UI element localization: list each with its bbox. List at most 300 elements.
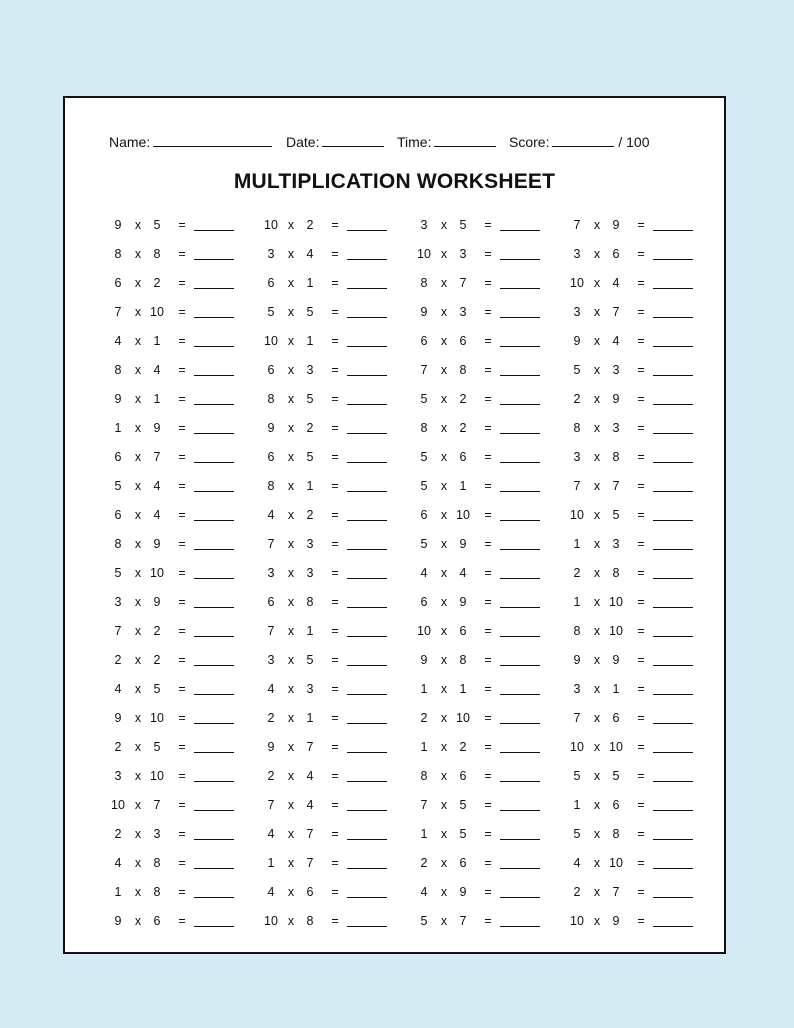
operand-a: 8 [114, 537, 122, 551]
operand-b: 6 [459, 769, 467, 783]
equals-sign: = [178, 827, 186, 841]
answer-blank[interactable] [653, 665, 693, 666]
equals-sign: = [178, 537, 186, 551]
operand-a: 6 [267, 276, 275, 290]
operand-b: 4 [306, 247, 314, 261]
operand-a: 9 [420, 653, 428, 667]
operand-b: 7 [612, 885, 620, 899]
equals-sign: = [484, 508, 492, 522]
answer-blank[interactable] [194, 433, 234, 434]
equals-sign: = [637, 392, 645, 406]
equals-sign: = [484, 334, 492, 348]
answer-blank[interactable] [347, 462, 387, 463]
equals-sign: = [331, 334, 339, 348]
times-sign: x [287, 479, 295, 493]
answer-blank[interactable] [653, 404, 693, 405]
answer-blank[interactable] [347, 897, 387, 898]
operand-a: 3 [573, 682, 581, 696]
answer-blank[interactable] [500, 752, 540, 753]
answer-blank[interactable] [194, 694, 234, 695]
operand-a: 9 [267, 421, 275, 435]
answer-blank[interactable] [194, 404, 234, 405]
answer-blank[interactable] [653, 375, 693, 376]
time-blank[interactable] [434, 134, 496, 147]
answer-blank[interactable] [194, 665, 234, 666]
operand-a: 6 [114, 508, 122, 522]
operand-b: 4 [612, 334, 620, 348]
operand-a: 1 [573, 595, 581, 609]
answer-blank[interactable] [653, 491, 693, 492]
operand-b: 9 [612, 218, 620, 232]
answer-blank[interactable] [347, 317, 387, 318]
answer-blank[interactable] [347, 868, 387, 869]
answer-blank[interactable] [500, 288, 540, 289]
answer-blank[interactable] [500, 520, 540, 521]
operand-a: 5 [420, 392, 428, 406]
times-sign: x [134, 363, 142, 377]
operand-a: 3 [267, 247, 275, 261]
answer-blank[interactable] [194, 868, 234, 869]
equals-sign: = [331, 392, 339, 406]
operand-b: 6 [459, 856, 467, 870]
equals-sign: = [637, 653, 645, 667]
equals-sign: = [637, 624, 645, 638]
answer-blank[interactable] [500, 694, 540, 695]
equals-sign: = [484, 363, 492, 377]
answer-blank[interactable] [500, 549, 540, 550]
answer-blank[interactable] [347, 752, 387, 753]
answer-blank[interactable] [500, 317, 540, 318]
answer-blank[interactable] [194, 636, 234, 637]
operand-b: 6 [612, 247, 620, 261]
answer-blank[interactable] [500, 491, 540, 492]
operand-a: 2 [267, 769, 275, 783]
answer-blank[interactable] [347, 230, 387, 231]
equals-sign: = [178, 305, 186, 319]
equals-sign: = [331, 914, 339, 928]
operand-b: 2 [306, 421, 314, 435]
answer-blank[interactable] [500, 781, 540, 782]
answer-blank[interactable] [500, 926, 540, 927]
times-sign: x [287, 305, 295, 319]
times-sign: x [134, 508, 142, 522]
operand-a: 10 [570, 508, 584, 522]
equals-sign: = [637, 508, 645, 522]
operand-b: 8 [306, 595, 314, 609]
operand-b: 2 [153, 653, 161, 667]
times-sign: x [593, 914, 601, 928]
answer-blank[interactable] [653, 230, 693, 231]
answer-blank[interactable] [653, 520, 693, 521]
operand-a: 1 [420, 682, 428, 696]
answer-blank[interactable] [500, 346, 540, 347]
answer-blank[interactable] [347, 288, 387, 289]
operand-b: 6 [153, 914, 161, 928]
equals-sign: = [331, 218, 339, 232]
operand-b: 10 [456, 711, 470, 725]
equals-sign: = [331, 653, 339, 667]
times-sign: x [440, 334, 448, 348]
operand-b: 1 [306, 711, 314, 725]
operand-a: 9 [573, 334, 581, 348]
operand-a: 7 [573, 479, 581, 493]
answer-blank[interactable] [653, 781, 693, 782]
times-sign: x [134, 740, 142, 754]
operand-b: 9 [612, 653, 620, 667]
answer-blank[interactable] [194, 607, 234, 608]
operand-a: 2 [267, 711, 275, 725]
operand-b: 10 [150, 769, 164, 783]
operand-a: 5 [573, 769, 581, 783]
equals-sign: = [637, 798, 645, 812]
operand-b: 10 [609, 624, 623, 638]
times-sign: x [287, 914, 295, 928]
times-sign: x [593, 798, 601, 812]
answer-blank[interactable] [347, 375, 387, 376]
equals-sign: = [637, 827, 645, 841]
equals-sign: = [484, 566, 492, 580]
operand-b: 10 [609, 740, 623, 754]
times-sign: x [134, 769, 142, 783]
answer-blank[interactable] [653, 868, 693, 869]
equals-sign: = [484, 218, 492, 232]
operand-a: 5 [420, 537, 428, 551]
operand-b: 8 [612, 566, 620, 580]
operand-a: 3 [114, 595, 122, 609]
operand-b: 10 [150, 566, 164, 580]
operand-b: 3 [612, 537, 620, 551]
operand-a: 10 [264, 914, 278, 928]
operand-a: 10 [264, 334, 278, 348]
times-sign: x [440, 392, 448, 406]
operand-a: 5 [114, 566, 122, 580]
equals-sign: = [178, 566, 186, 580]
answer-blank[interactable] [347, 491, 387, 492]
operand-b: 1 [612, 682, 620, 696]
answer-blank[interactable] [347, 346, 387, 347]
operand-a: 1 [420, 827, 428, 841]
operand-b: 6 [612, 798, 620, 812]
operand-b: 8 [612, 827, 620, 841]
times-sign: x [287, 827, 295, 841]
operand-a: 8 [420, 769, 428, 783]
times-sign: x [287, 566, 295, 580]
score-total: / 100 [618, 134, 650, 150]
answer-blank[interactable] [194, 897, 234, 898]
times-sign: x [440, 624, 448, 638]
times-sign: x [440, 798, 448, 812]
answer-blank[interactable] [653, 723, 693, 724]
times-sign: x [593, 740, 601, 754]
answer-blank[interactable] [194, 723, 234, 724]
equals-sign: = [331, 798, 339, 812]
operand-b: 2 [459, 740, 467, 754]
equals-sign: = [331, 856, 339, 870]
operand-a: 8 [420, 421, 428, 435]
operand-a: 9 [267, 740, 275, 754]
answer-blank[interactable] [500, 230, 540, 231]
operand-a: 4 [420, 885, 428, 899]
worksheet-page [63, 96, 726, 954]
answer-blank[interactable] [194, 317, 234, 318]
answer-blank[interactable] [500, 607, 540, 608]
equals-sign: = [331, 769, 339, 783]
answer-blank[interactable] [347, 636, 387, 637]
answer-blank[interactable] [347, 665, 387, 666]
operand-b: 9 [153, 537, 161, 551]
operand-b: 3 [459, 247, 467, 261]
answer-blank[interactable] [194, 752, 234, 753]
answer-blank[interactable] [194, 346, 234, 347]
answer-blank[interactable] [347, 578, 387, 579]
answer-blank[interactable] [500, 462, 540, 463]
answer-blank[interactable] [194, 549, 234, 550]
times-sign: x [593, 508, 601, 522]
operand-a: 5 [420, 479, 428, 493]
operand-b: 5 [612, 769, 620, 783]
answer-blank[interactable] [194, 230, 234, 231]
operand-b: 5 [306, 450, 314, 464]
operand-a: 3 [573, 450, 581, 464]
operand-b: 8 [459, 363, 467, 377]
times-sign: x [134, 305, 142, 319]
times-sign: x [440, 276, 448, 290]
times-sign: x [287, 363, 295, 377]
answer-blank[interactable] [653, 926, 693, 927]
equals-sign: = [484, 305, 492, 319]
answer-blank[interactable] [500, 404, 540, 405]
answer-blank[interactable] [653, 810, 693, 811]
answer-blank[interactable] [500, 723, 540, 724]
operand-b: 4 [612, 276, 620, 290]
operand-b: 2 [153, 276, 161, 290]
name-blank[interactable] [153, 134, 272, 147]
operand-b: 2 [306, 508, 314, 522]
page-title: MULTIPLICATION WORKSHEET [233, 170, 556, 193]
equals-sign: = [484, 711, 492, 725]
operand-b: 1 [153, 334, 161, 348]
times-sign: x [440, 827, 448, 841]
answer-blank[interactable] [653, 694, 693, 695]
answer-blank[interactable] [194, 810, 234, 811]
answer-blank[interactable] [347, 839, 387, 840]
answer-blank[interactable] [500, 810, 540, 811]
name-field[interactable] [109, 134, 272, 150]
operand-a: 4 [114, 334, 122, 348]
operand-a: 7 [267, 798, 275, 812]
times-sign: x [440, 450, 448, 464]
times-sign: x [593, 769, 601, 783]
answer-blank[interactable] [653, 288, 693, 289]
answer-blank[interactable] [500, 578, 540, 579]
operand-a: 7 [573, 218, 581, 232]
operand-a: 9 [420, 305, 428, 319]
times-sign: x [440, 247, 448, 261]
answer-blank[interactable] [194, 491, 234, 492]
equals-sign: = [178, 595, 186, 609]
equals-sign: = [331, 276, 339, 290]
equals-sign: = [331, 885, 339, 899]
time-field[interactable] [397, 134, 496, 150]
answer-blank[interactable] [347, 404, 387, 405]
answer-blank[interactable] [347, 520, 387, 521]
equals-sign: = [178, 624, 186, 638]
answer-blank[interactable] [653, 317, 693, 318]
equals-sign: = [331, 363, 339, 377]
operand-b: 5 [306, 392, 314, 406]
answer-blank[interactable] [194, 578, 234, 579]
operand-a: 3 [114, 769, 122, 783]
equals-sign: = [178, 247, 186, 261]
operand-b: 7 [306, 740, 314, 754]
answer-blank[interactable] [500, 375, 540, 376]
operand-b: 6 [459, 624, 467, 638]
equals-sign: = [178, 711, 186, 725]
equals-sign: = [484, 740, 492, 754]
times-sign: x [287, 682, 295, 696]
operand-b: 5 [459, 798, 467, 812]
operand-b: 5 [459, 218, 467, 232]
equals-sign: = [178, 392, 186, 406]
operand-b: 4 [153, 363, 161, 377]
answer-blank[interactable] [653, 549, 693, 550]
operand-a: 4 [267, 827, 275, 841]
answer-blank[interactable] [653, 346, 693, 347]
answer-blank[interactable] [500, 839, 540, 840]
answer-blank[interactable] [347, 607, 387, 608]
answer-blank[interactable] [500, 665, 540, 666]
answer-blank[interactable] [194, 462, 234, 463]
answer-blank[interactable] [500, 897, 540, 898]
answer-blank[interactable] [347, 549, 387, 550]
answer-blank[interactable] [653, 259, 693, 260]
answer-blank[interactable] [347, 810, 387, 811]
times-sign: x [593, 856, 601, 870]
times-sign: x [287, 218, 295, 232]
times-sign: x [593, 247, 601, 261]
answer-blank[interactable] [194, 375, 234, 376]
times-sign: x [440, 682, 448, 696]
answer-blank[interactable] [500, 868, 540, 869]
answer-blank[interactable] [653, 433, 693, 434]
times-sign: x [593, 334, 601, 348]
operand-a: 9 [114, 218, 122, 232]
times-sign: x [440, 421, 448, 435]
equals-sign: = [331, 247, 339, 261]
times-sign: x [593, 479, 601, 493]
equals-sign: = [178, 682, 186, 696]
answer-blank[interactable] [653, 839, 693, 840]
answer-blank[interactable] [194, 520, 234, 521]
equals-sign: = [484, 276, 492, 290]
equals-sign: = [178, 769, 186, 783]
times-sign: x [440, 363, 448, 377]
operand-b: 10 [150, 711, 164, 725]
answer-blank[interactable] [347, 781, 387, 782]
equals-sign: = [484, 537, 492, 551]
answer-blank[interactable] [194, 926, 234, 927]
answer-blank[interactable] [653, 897, 693, 898]
answer-blank[interactable] [653, 578, 693, 579]
answer-blank[interactable] [347, 926, 387, 927]
date-blank[interactable] [322, 134, 384, 147]
operand-b: 9 [612, 392, 620, 406]
answer-blank[interactable] [347, 694, 387, 695]
equals-sign: = [484, 247, 492, 261]
times-sign: x [440, 305, 448, 319]
times-sign: x [287, 508, 295, 522]
times-sign: x [287, 537, 295, 551]
times-sign: x [440, 653, 448, 667]
operand-b: 10 [456, 508, 470, 522]
score-field[interactable] [509, 134, 650, 150]
times-sign: x [134, 856, 142, 870]
score-blank[interactable] [552, 134, 614, 147]
times-sign: x [134, 334, 142, 348]
equals-sign: = [637, 595, 645, 609]
answer-blank[interactable] [194, 288, 234, 289]
operand-a: 7 [573, 711, 581, 725]
operand-a: 1 [420, 740, 428, 754]
answer-blank[interactable] [653, 607, 693, 608]
answer-blank[interactable] [194, 259, 234, 260]
times-sign: x [287, 740, 295, 754]
operand-a: 7 [420, 363, 428, 377]
times-sign: x [134, 653, 142, 667]
operand-a: 6 [267, 363, 275, 377]
operand-b: 3 [306, 682, 314, 696]
date-field[interactable] [286, 134, 384, 150]
times-sign: x [593, 392, 601, 406]
operand-a: 10 [264, 218, 278, 232]
operand-a: 8 [267, 392, 275, 406]
operand-a: 7 [267, 537, 275, 551]
operand-a: 4 [114, 682, 122, 696]
equals-sign: = [178, 479, 186, 493]
answer-blank[interactable] [347, 259, 387, 260]
operand-b: 7 [306, 827, 314, 841]
operand-a: 3 [267, 653, 275, 667]
operand-a: 10 [570, 740, 584, 754]
equals-sign: = [637, 305, 645, 319]
times-sign: x [593, 537, 601, 551]
answer-blank[interactable] [653, 752, 693, 753]
answer-blank[interactable] [194, 839, 234, 840]
equals-sign: = [178, 276, 186, 290]
operand-a: 9 [114, 711, 122, 725]
answer-blank[interactable] [194, 781, 234, 782]
operand-a: 3 [573, 305, 581, 319]
answer-blank[interactable] [653, 636, 693, 637]
operand-a: 2 [420, 856, 428, 870]
answer-blank[interactable] [347, 723, 387, 724]
equals-sign: = [637, 450, 645, 464]
answer-blank[interactable] [500, 433, 540, 434]
operand-a: 8 [420, 276, 428, 290]
operand-a: 5 [573, 827, 581, 841]
operand-a: 5 [573, 363, 581, 377]
answer-blank[interactable] [347, 433, 387, 434]
operand-a: 2 [573, 885, 581, 899]
score-label: Score: [509, 134, 550, 150]
operand-a: 1 [573, 798, 581, 812]
answer-blank[interactable] [653, 462, 693, 463]
equals-sign: = [178, 740, 186, 754]
times-sign: x [287, 421, 295, 435]
equals-sign: = [331, 624, 339, 638]
answer-blank[interactable] [500, 636, 540, 637]
answer-blank[interactable] [500, 259, 540, 260]
